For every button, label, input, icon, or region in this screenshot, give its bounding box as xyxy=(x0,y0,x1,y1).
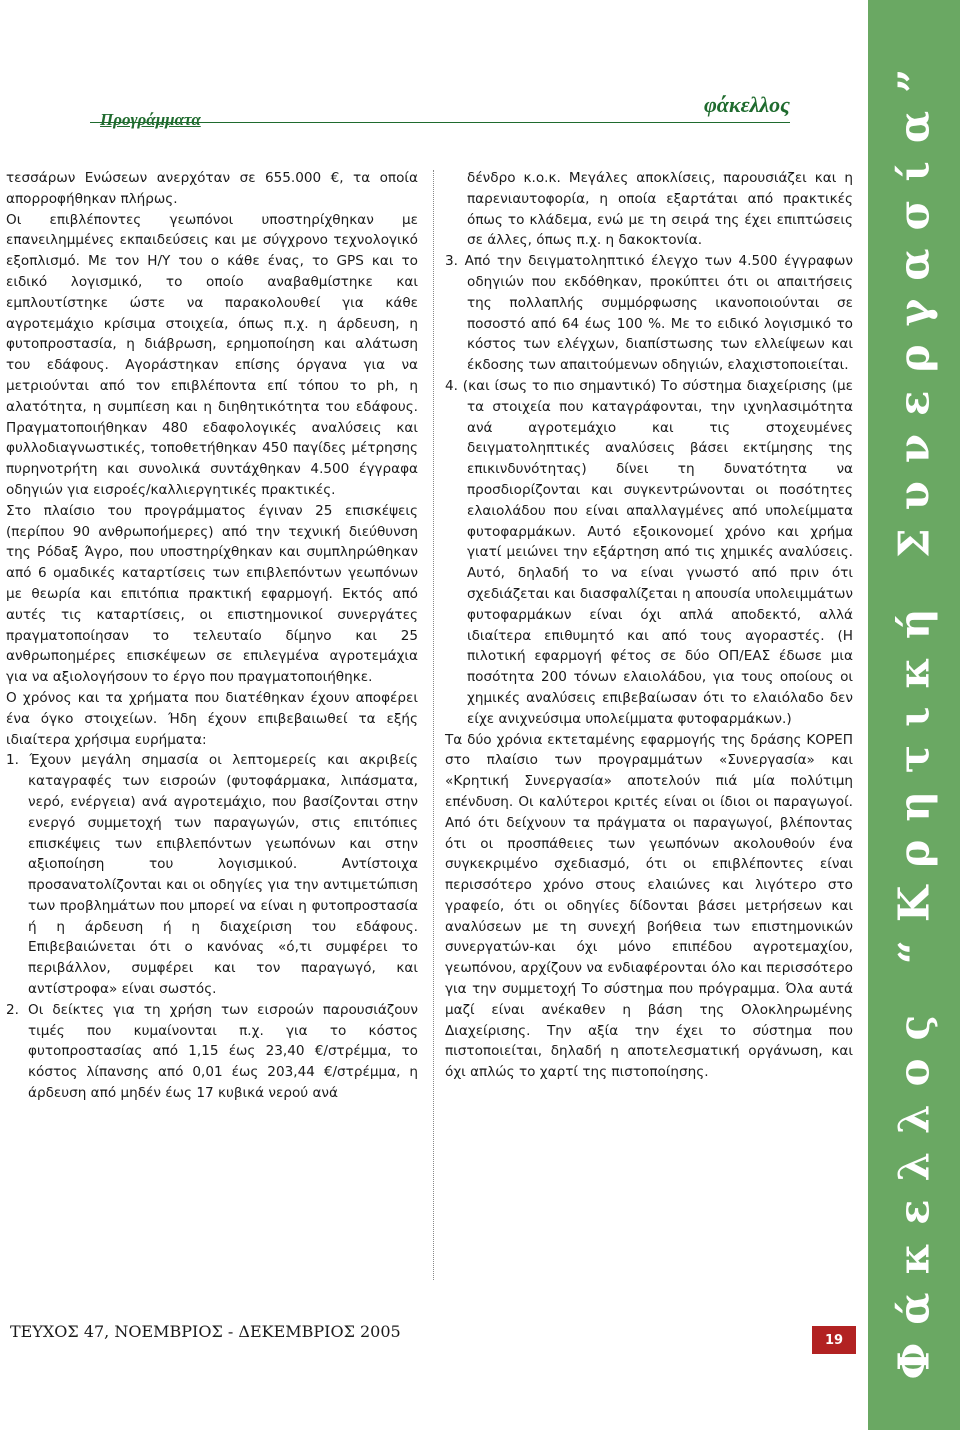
right-list-item-3: 3. Από την δειγματοληπτικό έλεγχο των 4.500 έγγραφων οδηγιών που εκδόθηκαν, προκύπτει ότι οι απαιτήσεις της πολλαπλής συμμόρφωσης ικανοποιούνται σε ποσοστό από 64 έως 100 %. Με το ειδικό λογισμικό το κόστος των ελέγχων, διαπίστωσης των ελλείψεων και έκδοσης των απαιτούμενων οδηγιών, ελαχιστοποιείται. xyxy=(445,253,853,374)
sidebar xyxy=(868,0,960,1430)
right-paragraph-1: δένδρο κ.ο.κ. Μεγάλες αποκλίσεις, παρουσιάζει και η παρενιαυτοφορία, η οποία εξαρτάται από πρακτικές όπως το κλάδεμα, ενώ με τη σειρά της έχει επιπτώσεις σε άλλες, όπως π.χ. η δακοκτονία. xyxy=(467,170,853,249)
left-paragraph-2: Οι επιβλέποντες γεωπόνοι υποστηρίχθηκαν με επανειλημμένες εκπαιδεύσεις και με σύγχρονο τεχνολογικό εξοπλισμό. Με τον Η/Υ του ο κάθε ένας, το GPS και το ειδικό λογισμικό, το οποίο αναβαθμίστηκε και εμπλουτίστηκε ώστε να παρακολουθεί για κάθε αγροτεμάχιο κρίσιμα στοιχεία, όπως π.χ. η άρδευση, η φυτοπροστασία, η διάβρωση, ερημοποίηση και αλάτωση του εδάφους. Αγοράστηκαν επίσης όργανα για να μετριούνται από τον επιβλέποντα επί τόπου το ph, η αλατότητα, η συμπίεση και η διηθητικότητα του εδάφους. Πραγματοποιήθηκαν 480 εδαφολογικές αναλύσεις και φυλλοδιαγνωστικές, τοποθετήθηκαν 450 παγίδες μέτρησης πυρηνοτρήτη και συνολικά συντάχθηκαν 4.500 έγγραφα οδηγιών για εισροές/καλλιεργητικές πρακτικές. xyxy=(6,211,418,498)
left-column xyxy=(6,168,418,1104)
left-list-item-1: 1. Έχουν μεγάλη σημασία οι λεπτομερείς και ακριβείς καταγραφές των εισροών (φυτοφάρμακα, λιπάσματα, νερό, ενέργεια) ανά αγροτεμάχιο, που βασίζονται στην ενεργό συμμετοχή των παραγωγών, στις επιτόπιες επισκέψεις των επιβλεπόντων γεωπόνων και στην αξιοποίηση του λογισμικού. Αντίστοιχα προσανατολίζονται και οι οδηγίες για την αντιμετώπιση των προβλημάτων που μπορεί να είναι η φυτοπροστασία ή η άρδευση ή η διαχείριση του εδάφους. Επιβεβαιώνεται ότι ο κανόνας «ό,τι συμφέρει το περιβάλλον, συμφέρει και τον παραγωγό, και αντίστροφα» είναι σωστός. xyxy=(6,752,418,998)
sidebar-title: Φάκελλος “Κρητική Συνεργασία” xyxy=(889,50,939,1380)
right-list-item-4: 4. (και ίσως το πιο σημαντικό) Το σύστημα διαχείρισης (με τα στοιχεία που καταγράφονται, την ιχνηλασιμότητα ανά αγροτεμάχιο και τις στοχευμένες δειγματοληπτικές αναλύσεις βάσει εκτίμησης της επικινδυνότητας) δίνει τη δυνατότητα να προσδιορίζονται και συγκεντρώνονται οι ποσότητες ελαιολάδου που είναι απαλλαγμένες από υπολείμματα φυτοφαρμάκων. Αυτό εξοικονομεί χρόνο και χρήμα γιατί μειώνει την εξάρτηση από τις χημικές αναλύσεις. Αυτό, δηλαδή το να είναι γνωστό από πριν ότι σχεδιάζεται και διασφαλίζεται η απουσία υπολειμμάτων φυτοφαρμάκων είναι όχι απλά αποδεκτό, αλλά ιδιαίτερα επιθυμητό και από τους αγοραστές. (Η πιλοτική εφαρμογή φέτος σε δύο ΟΠ/ΕΑΣ έδωσε μια ποσότητα 200 τόνων ελαιολάδου, για τους οποίους οι χημικές αναλύσεις επιβεβαίωσαν ότι το ελαιόλαδο δεν είχε ανιχνεύσιμα υπολείμματα φυτοφαρμάκων.) xyxy=(445,377,853,727)
page-number: 19 xyxy=(812,1326,856,1354)
section-header: Προγράμματα xyxy=(100,110,201,129)
column-divider xyxy=(433,170,434,1280)
right-column xyxy=(445,168,853,1083)
footer-issue: ΤΕΥΧΟΣ 47, ΝΟΕΜΒΡΙΟΣ - ΔΕΚΕΜΒΡΙΟΣ 2005 xyxy=(10,1322,401,1341)
left-paragraph-3: Στο πλαίσιο του προγράμματος έγιναν 25 επισκέψεις (περίπου 90 ανθρωποήμερες) από την τεχνική διεύθυνση της Ρόδαξ Άγρο, που υποστηρίχθηκαν και συμπληρώθηκαν από 6 ομαδικές καταρτίσεις των επιβλεπόντων γεωπόνων με θεωρία και επιτόπια πρακτική εφαρμογή. Εκτός από αυτές τις καταρτίσεις, οι επιστημονικοί συνεργάτες πραγματοποίησαν το τελευταίο δίμηνο και 25 ανθρωποημέρες επισκέψεων σε επιλεγμένα αγροτεμάχια για να αξιολογήσουν το έργο που πραγματοποιήθηκε. xyxy=(6,502,418,686)
right-paragraph-conclusion: Τα δύο χρόνια εκτεταμένης εφαρμογής της δράσης ΚΟΡΕΠ στο πλαίσιο των προγραμμάτων «Συνεργασία» και «Κρητική Συνεργασία» αποτελούν πιά μία πολύτιμη επένδυση. Οι καλύτεροι κριτές είναι οι ίδιοι οι παραγωγοί. Από ότι δείχνουν τα πράγματα οι παραγωγοί, βλέποντας ότι οι προσπάθειες των γεωπόνων ακολουθούν ένα συγκεκριμένο σχεδιασμό, ότι οι επιβλέποντες είναι περισσότερο χρόνο στους ελαιώνες και λιγότερο στο γραφείο, ότι οι οδηγίες δίδονται βάσει μετρήσεων και αναλύσεων με τη συνεχή βοήθεια των επιστημονικών συνεργατών-και όχι μόνο επιπέδου αγροτεμαχίου, γεωπόνου, αρχίζουν να ενδιαφέρονται όλο και περισσότερο για την συμμετοχή Το σύστημα που πρόγραμμα. Όλα αυτά μαζί είναι ανέκαθεν η βάση της Ολοκληρωμένης Διαχείρισης. Την αξία την έχει το σύστημα που πιστοποιείται, δηλαδή η αποτελεσματική οργάνωση, και όχι απλώς το χαρτί της πιστοποίησης. xyxy=(445,731,853,1081)
header-rule xyxy=(90,122,790,123)
left-list-item-2: 2. Οι δείκτες για τη χρήση των εισροών παρουσιάζουν τιμές που κυμαίνονται π.χ. για το κόστος φυτοπροστασίας από 1,15 έως 23,40 €/στρέμμα, το κόστος λίπανσης από 0,01 έως 203,44 €/στρέμμα, η άρδευση από μηδέν έως 17 κυβικά νερού ανά xyxy=(6,1001,418,1102)
left-paragraph-4: Ο χρόνος και τα χρήματα που διατέθηκαν έχουν αποφέρει ένα όγκο στοιχείων. Ήδη έχουν επιβεβαιωθεί τα εξής ιδιαίτερα χρήσιμα ευρήματα: xyxy=(6,689,418,748)
left-paragraph-1: τεσσάρων Ενώσεων ανερχόταν σε 655.000 €, τα οποία απορροφήθηκαν πλήρως. xyxy=(6,170,418,207)
folder-header: φάκελλος xyxy=(703,92,790,117)
